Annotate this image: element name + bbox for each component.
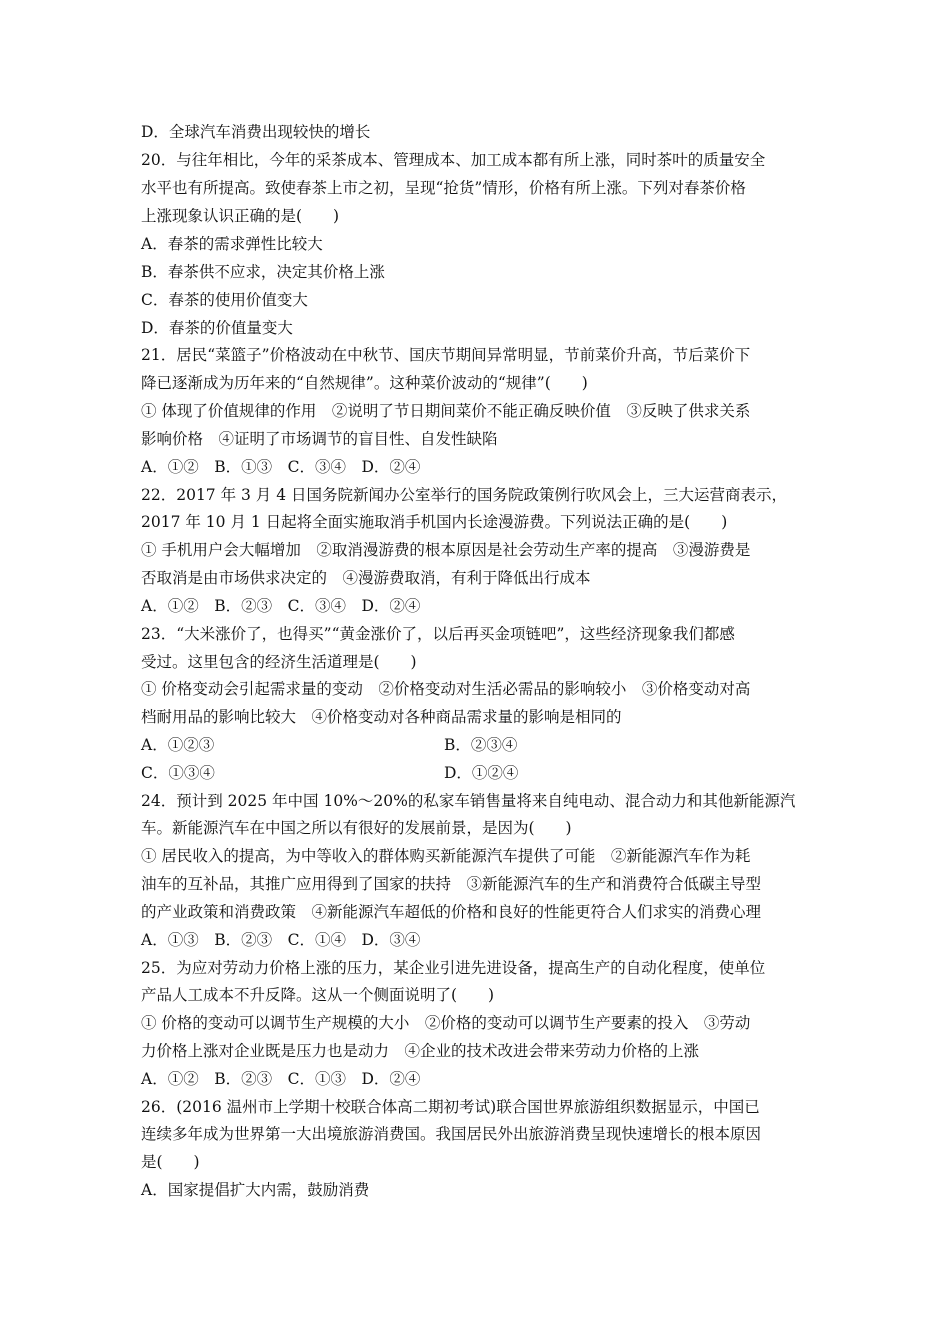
- q21-stem-line2: 降已逐渐成为历年来的“自然规律”。这种菜价波动的“规律”( ): [141, 374, 588, 392]
- q20-option-c: C．春茶的使用价值变大: [141, 291, 308, 309]
- q21-stem-line1: 21．居民“菜篮子”价格波动在中秋节、国庆节期间异常明显，节前菜价升高，节后菜价下: [141, 346, 751, 364]
- q23-option-b: B．②③④: [444, 736, 518, 754]
- q25-statements-line2: 力价格上涨对企业既是压力也是动力 ④企业的技术改进会带来劳动力价格的上涨: [141, 1042, 700, 1060]
- q25-statements-line1: ① 价格的变动可以调节生产规模的大小 ②价格的变动可以调节生产要素的投入 ③劳动: [141, 1014, 751, 1032]
- q20-stem-line1: 20．与往年相比，今年的采茶成本、管理成本、加工成本都有所上涨，同时茶叶的质量安全: [141, 151, 766, 169]
- q22-stem-line2: 2017 年 10 月 1 日起将全面实施取消手机国内长途漫游费。下列说法正确的是( ): [141, 513, 728, 531]
- q20-stem-line2: 水平也有所提高。致使春茶上市之初，呈现“抢货”情形，价格有所上涨。下列对春茶价格: [141, 179, 746, 197]
- q23-option-c: C．①③④: [141, 764, 215, 782]
- q26-stem-line1: 26．(2016 温州市上学期十校联合体高二期初考试)联合国世界旅游组织数据显示，中国已: [141, 1098, 760, 1116]
- q23-option-a: A．①②③: [141, 736, 215, 754]
- q23-stem-line2: 受过。这里包含的经济生活道理是( ): [141, 653, 417, 671]
- q26-option-a: A．国家提倡扩大内需，鼓励消费: [141, 1181, 370, 1199]
- q23-stem-line1: 23．“大米涨价了，也得买”“黄金涨价了，以后再买金项链吧”，这些经济现象我们都感: [141, 625, 735, 643]
- q20-stem-line3: 上涨现象认识正确的是( ): [141, 207, 340, 225]
- q22-stem-line1: 22．2017 年 3 月 4 日国务院新闻办公室举行的国务院政策例行吹风会上，三大运营商表示，: [141, 486, 788, 504]
- q24-stem-line1: 24．预计到 2025 年中国 10%～20%的私家车销售量将来自纯电动、混合动力和其他新能源汽: [141, 792, 796, 810]
- q24-statements-line3: 的产业政策和消费政策 ④新能源汽车超低的价格和良好的性能更符合人们求实的消费心理: [141, 903, 762, 921]
- q21-statements-line1: ① 体现了价值规律的作用 ②说明了节日期间菜价不能正确反映价值 ③反映了供求关系: [141, 402, 751, 420]
- q20-option-a: A．春茶的需求弹性比较大: [141, 235, 323, 253]
- q24-options: A．①③ B．②③ C．①④ D．③④: [141, 931, 421, 949]
- q24-statements-line2: 油车的互补品，其推广应用得到了国家的扶持 ③新能源汽车的生产和消费符合低碳主导型: [141, 875, 762, 893]
- q24-stem-line2: 车。新能源汽车在中国之所以有很好的发展前景，是因为( ): [141, 819, 572, 837]
- q25-stem-line2: 产品人工成本不升反降。这从一个侧面说明了( ): [141, 986, 495, 1004]
- q21-options: A．①② B．①③ C．③④ D．②④: [141, 458, 421, 476]
- q23-option-d: D．①②④: [444, 764, 519, 782]
- q23-statements-line1: ① 价格变动会引起需求量的变动 ②价格变动对生活必需品的影响较小 ③价格变动对高: [141, 680, 751, 698]
- q21-statements-line2: 影响价格 ④证明了市场调节的盲目性、自发性缺陷: [141, 430, 498, 448]
- q25-options: A．①② B．②③ C．①③ D．②④: [141, 1070, 421, 1088]
- q20-option-b: B．春茶供不应求，决定其价格上涨: [141, 263, 385, 281]
- q24-statements-line1: ① 居民收入的提高，为中等收入的群体购买新能源汽车提供了可能 ②新能源汽车作为耗: [141, 847, 751, 865]
- q26-stem-line2: 连续多年成为世界第一大出境旅游消费国。我国居民外出旅游消费呈现快速增长的根本原因: [141, 1125, 762, 1143]
- q26-stem-line3: 是( ): [141, 1153, 200, 1171]
- q19-option-d: D．全球汽车消费出现较快的增长: [141, 123, 371, 141]
- q22-options: A．①② B．②③ C．③④ D．②④: [141, 597, 421, 615]
- q20-option-d: D．春茶的价值量变大: [141, 319, 293, 337]
- q23-statements-line2: 档耐用品的影响比较大 ④价格变动对各种商品需求量的影响是相同的: [141, 708, 622, 726]
- q25-stem-line1: 25．为应对劳动力价格上涨的压力，某企业引进先进设备，提高生产的自动化程度，使单位: [141, 959, 766, 977]
- q22-statements-line1: ① 手机用户会大幅增加 ②取消漫游费的根本原因是社会劳动生产率的提高 ③漫游费是: [141, 541, 751, 559]
- q22-statements-line2: 否取消是由市场供求决定的 ④漫游费取消，有利于降低出行成本: [141, 569, 591, 587]
